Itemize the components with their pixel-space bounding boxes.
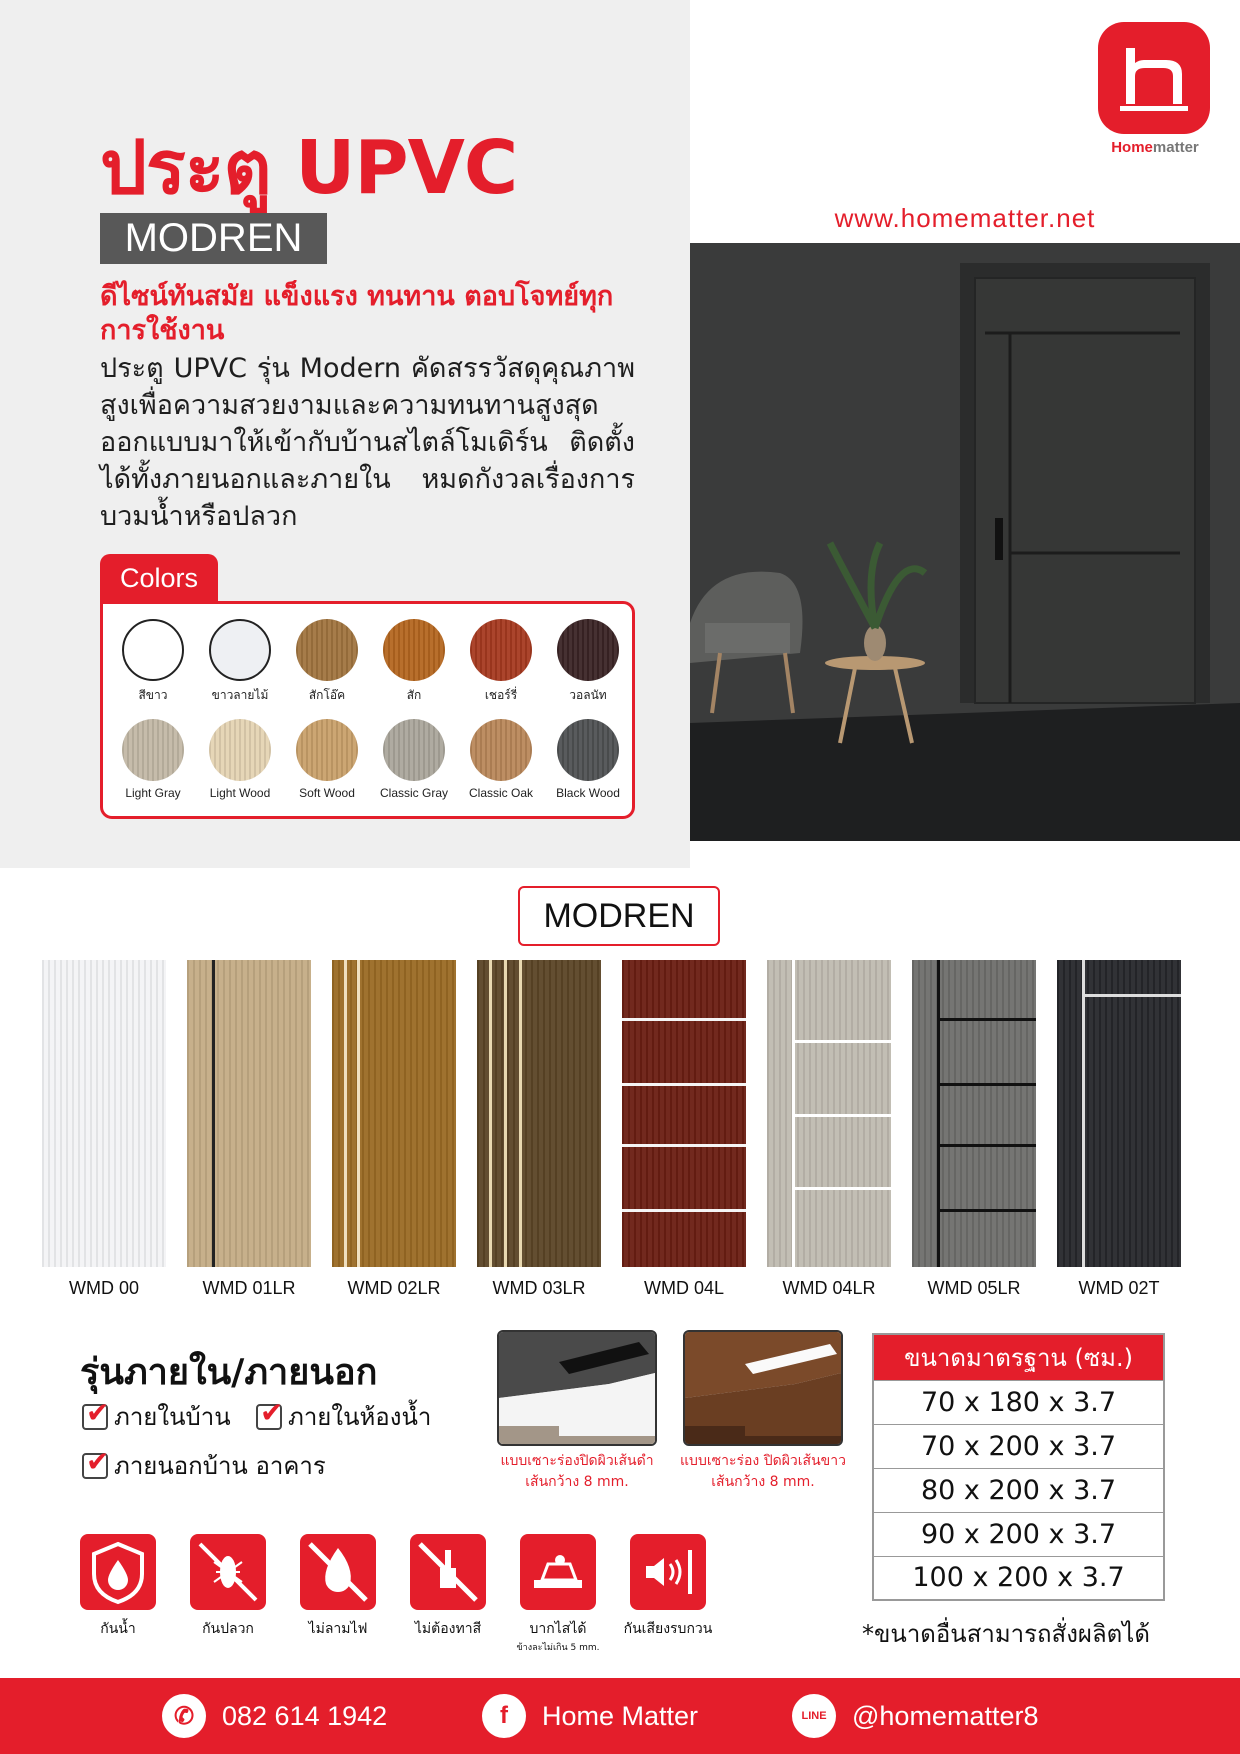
color-swatch (283, 619, 371, 705)
feature-item (613, 1534, 723, 1640)
checkbox-checked-icon (82, 1453, 108, 1479)
usage-item-label: ภายในบ้าน (114, 1403, 231, 1431)
swatch-label: Light Wood (209, 786, 271, 800)
line-id: @homematter8 (852, 1700, 1039, 1731)
color-swatch (370, 719, 458, 800)
color-swatch (109, 719, 197, 800)
contact-facebook[interactable] (482, 1694, 698, 1738)
house-h-icon (1098, 22, 1210, 134)
checkbox-checked-icon (82, 1404, 108, 1430)
swatch-label: Classic Gray (379, 786, 448, 800)
usage-item-indoor (82, 1397, 231, 1436)
swatch-circle (470, 719, 532, 781)
size-row: 100 x 200 x 3.7 (873, 1556, 1164, 1600)
swatch-label: เชอร์รี่ (484, 688, 518, 702)
door-groove (344, 960, 347, 1267)
door-groove (622, 1083, 746, 1086)
door-groove (504, 960, 507, 1267)
swatch-circle (296, 719, 358, 781)
facebook-name: Home Matter (542, 1700, 699, 1731)
feature-badge (520, 1534, 596, 1610)
planer-icon (520, 1534, 596, 1610)
no-fire-icon (300, 1534, 376, 1610)
custom-size-note: *ขนาดอื่นสามารถสั่งผลิตได้ (862, 1620, 1150, 1648)
door-groove (792, 1187, 891, 1190)
door-model-code: WMD 04LR (782, 1278, 876, 1298)
swatch-label: สีขาว (138, 688, 168, 702)
tagline: ดีไซน์ทันสมัย แข็งแรง ทนทาน ตอบโจทย์ทุกการใช้งาน (100, 281, 614, 346)
size-row: 70 x 180 x 3.7 (873, 1380, 1164, 1424)
profile-caption-width: เส้นกว้าง 8 mm. (525, 1474, 629, 1490)
usage-item-outdoor (82, 1446, 326, 1485)
door-model (622, 960, 746, 1267)
models-heading: MODREN (518, 886, 720, 946)
door-groove (622, 1018, 746, 1021)
room-door-photo (690, 243, 1240, 841)
homematter-logo (1098, 22, 1210, 134)
profile-black-groove (497, 1330, 657, 1446)
door-groove (937, 1209, 1036, 1212)
usage-item-label: ภายในห้องน้ำ (288, 1403, 432, 1431)
door-model-code: WMD 04L (643, 1278, 724, 1298)
color-swatch (544, 619, 632, 705)
door-model-code: WMD 00 (68, 1278, 139, 1298)
color-swatch (196, 719, 284, 800)
door-model-code: WMD 05LR (927, 1278, 1021, 1298)
door-model (187, 960, 311, 1267)
door-model (332, 960, 456, 1267)
swatch-circle (557, 619, 619, 681)
no-termite-icon (190, 1534, 266, 1610)
swatch-circle (296, 619, 358, 681)
feature-badge (300, 1534, 376, 1610)
feature-badge (630, 1534, 706, 1610)
swatch-label: Black Wood (556, 786, 620, 800)
color-swatch (457, 719, 545, 800)
swatch-label: สักโอ๊ค (308, 688, 346, 702)
profile-caption-line: แบบเซาะร่อง ปิดผิวเส้นขาว (680, 1453, 846, 1469)
door-model-code: WMD 01LR (202, 1278, 296, 1298)
door-groove (622, 1209, 746, 1212)
door-groove (357, 960, 360, 1267)
swatch-circle (557, 719, 619, 781)
phone-icon: ✆ (162, 1694, 206, 1738)
swatch-circle (470, 619, 532, 681)
feature-badge (80, 1534, 156, 1610)
phone-number: 082 614 1942 (222, 1700, 388, 1731)
door-groove (937, 1018, 1036, 1021)
color-swatch (544, 719, 632, 800)
swatch-label: Light Gray (125, 786, 181, 800)
water-drop-shield-icon (80, 1534, 156, 1610)
door-scene-illustration (690, 243, 1240, 841)
door-groove (489, 960, 492, 1267)
door-model (42, 960, 166, 1267)
usage-item-bathroom (256, 1397, 431, 1436)
profile-caption-line: แบบเซาะร่องปิดผิวเส้นดำ (500, 1453, 654, 1469)
door-groove (937, 1144, 1036, 1147)
door-groove (937, 1083, 1036, 1086)
door-groove (1082, 994, 1181, 997)
swatch-label: Classic Oak (468, 786, 533, 800)
feature-label: บากไสได้ (529, 1621, 587, 1637)
swatch-circle (209, 719, 271, 781)
profile-caption-white (663, 1451, 863, 1493)
color-swatch (457, 619, 545, 705)
feature-item (503, 1534, 613, 1654)
brand-name-main: Home (1111, 139, 1153, 156)
swatch-circle (209, 619, 271, 681)
door-groove (792, 1040, 891, 1043)
feature-badge (410, 1534, 486, 1610)
color-swatch (196, 619, 284, 705)
door-model (1057, 960, 1181, 1267)
color-swatch (283, 719, 371, 800)
door-groove (937, 960, 940, 1267)
feature-badge (190, 1534, 266, 1610)
profile-white-groove (683, 1330, 843, 1446)
size-row: 90 x 200 x 3.7 (873, 1512, 1164, 1556)
no-paint-icon (410, 1534, 486, 1610)
contact-line[interactable] (792, 1694, 1038, 1738)
feature-item (63, 1534, 173, 1640)
standard-sizes-table (872, 1333, 1165, 1601)
groove-profile-white-icon (685, 1332, 843, 1446)
door-model-code: WMD 03LR (492, 1278, 586, 1298)
sound-block-icon (630, 1534, 706, 1610)
profile-caption-black (477, 1451, 677, 1493)
sizes-heading: ขนาดมาตรฐาน (ซม.) (873, 1334, 1164, 1380)
brand-name-accent: matter (1152, 139, 1199, 156)
size-row: 80 x 200 x 3.7 (873, 1468, 1164, 1512)
feature-item (283, 1534, 393, 1640)
usage-item-label: ภายนอกบ้าน อาคาร (114, 1452, 326, 1480)
swatch-circle (383, 619, 445, 681)
door-groove (622, 1144, 746, 1147)
groove-profile-black-icon (499, 1332, 657, 1446)
contact-phone[interactable] (162, 1694, 387, 1738)
door-groove (212, 960, 215, 1267)
product-title: ประตู UPVC (100, 125, 518, 211)
feature-label: ไม่ลามไฟ (308, 1621, 368, 1637)
color-swatches (100, 601, 635, 819)
swatch-label: ขาวลายไม้ (211, 688, 269, 702)
feature-item (393, 1534, 503, 1640)
door-model-code: WMD 02LR (347, 1278, 441, 1298)
profile-caption-width: เส้นกว้าง 8 mm. (711, 1474, 815, 1490)
door-groove (519, 960, 522, 1267)
series-badge: MODREN (100, 213, 327, 264)
door-model (912, 960, 1036, 1267)
swatch-circle (383, 719, 445, 781)
feature-item (173, 1534, 283, 1640)
swatch-circle (122, 619, 184, 681)
swatch-circle (122, 719, 184, 781)
usage-title: รุ่นภายใน/ภายนอก (80, 1352, 378, 1393)
feature-label: ไม่ต้องทาสี (414, 1621, 482, 1637)
checkbox-checked-icon (256, 1404, 282, 1430)
product-description: ประตู UPVC รุ่น Modern คัดสรรวัสดุคุณภาพสูงเพื่อความสวยงามและความทนทานสูงสุด ออกแบบมาให้เข้ากับบ้านสไตล์โมเดิร์น ติดตั้งได้ทั้งภายนอกและภายใน หมดกังวลเรื่องการบวมน้ำหรือปลวก (100, 353, 635, 532)
color-swatch (370, 619, 458, 705)
feature-sublabel: ข้างละไม่เกิน 5 mm. (516, 1643, 600, 1653)
facebook-icon: f (482, 1694, 526, 1738)
colors-tab: Colors (100, 554, 218, 602)
swatch-label: Soft Wood (299, 786, 355, 800)
feature-label: กันน้ำ (100, 1621, 136, 1637)
door-groove (1082, 960, 1085, 1267)
door-model (767, 960, 891, 1267)
door-model (477, 960, 601, 1267)
color-swatch (109, 619, 197, 705)
feature-label: กันปลวก (202, 1621, 254, 1637)
door-groove (792, 1114, 891, 1117)
swatch-label: สัก (406, 688, 422, 702)
size-row: 70 x 200 x 3.7 (873, 1424, 1164, 1468)
feature-label: กันเสียงรบกวน (623, 1621, 713, 1637)
swatch-label: วอลนัท (569, 688, 607, 702)
brand-name (1092, 139, 1218, 156)
website-url[interactable]: www.homematter.net (834, 203, 1096, 233)
door-model-code: WMD 02T (1078, 1278, 1160, 1298)
line-icon: LINE (792, 1694, 836, 1738)
